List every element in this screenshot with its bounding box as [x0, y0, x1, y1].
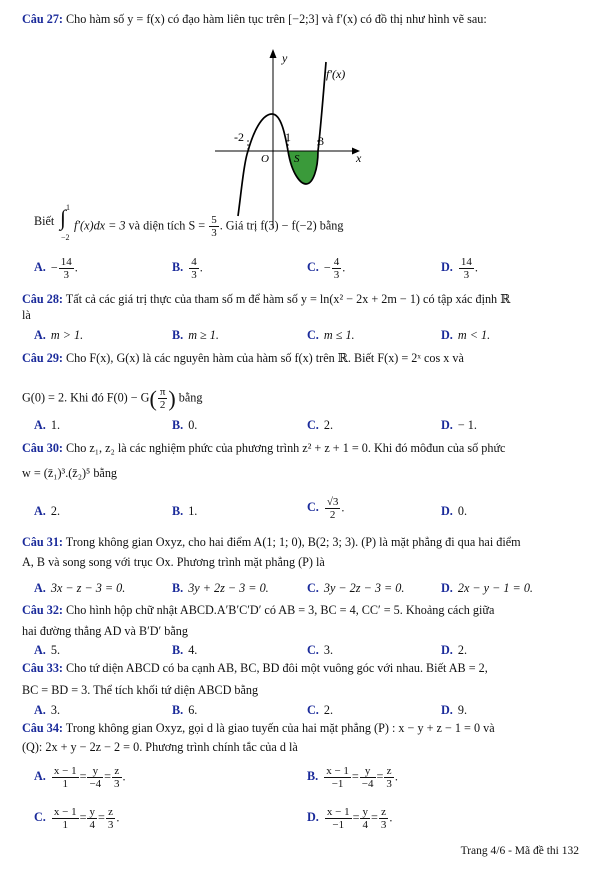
q29-option-b[interactable]: B. 0.: [172, 418, 198, 432]
q32-stem-line1: Cho hình hộp chữ nhật ABCD.A′B′C′D′ có AB = 3, BC = 4, CC′ = 5. Khoảng cách giữa: [66, 603, 495, 617]
q27-number: Câu 27:: [22, 12, 63, 26]
q30-number: Câu 30:: [22, 441, 63, 455]
q31-option-a[interactable]: A. 3x − z − 3 = 0.: [34, 581, 126, 595]
x-axis-label: x: [356, 151, 362, 165]
q27-a-frac: $\frac{14}{3}$: [60, 256, 72, 281]
s-den: 3: [211, 227, 217, 239]
tick-label-1: 1: [285, 130, 291, 144]
q28-stem-line2: là: [22, 308, 31, 322]
q28-option-d[interactable]: D. m < 1.: [441, 328, 491, 342]
origin-label: O: [261, 153, 269, 165]
q31-option-b[interactable]: B. 3y + 2z − 3 = 0.: [172, 581, 269, 595]
q33-stem: [22, 661, 488, 676]
q27-given-rest: [74, 214, 343, 239]
q33-option-a[interactable]: A. 3.: [34, 703, 60, 717]
q29-stem: [22, 351, 464, 366]
q31-stem: [22, 535, 521, 550]
q34-option-c[interactable]: C. $\frac{x - 1}{1}$ = $\frac{y}{4}$ = $\frac{z}{3}$ .: [34, 806, 120, 831]
q27-d-frac: $\frac{14}{3}$: [460, 256, 472, 281]
q31-stem-line2: A, B và song song với trục Ox. Phương trình mặt phẳng (P) là: [22, 555, 325, 569]
q31-option-d[interactable]: D. 2x − y − 1 = 0.: [441, 581, 533, 595]
q28-option-c[interactable]: C. m ≤ 1.: [307, 328, 355, 342]
q30-stem-line2: w = (z̄₁)³.(z̄₂)⁵ bằng: [22, 466, 118, 480]
q29-line2-a: G(0) = 2. Khi đó F(0) − G: [22, 390, 150, 405]
q31-stem-line1: Trong không gian Oxyz, cho hai điểm A(1; 1; 0), B(2; 3; 3). (P) là mặt phẳng đi qua hai điểm: [65, 535, 521, 549]
q32-number: Câu 32:: [22, 603, 63, 617]
q29-line2-b: bằng: [178, 390, 203, 405]
q30-option-d[interactable]: D. 0.: [441, 504, 467, 518]
q33-stem-line1: Cho tứ diện ABCD có ba cạnh AB, BC, BD đôi một vuông góc với nhau. Biết AB = 2,: [66, 661, 488, 675]
sqrt3-over-2: $\frac{√3}{2}$: [326, 496, 339, 521]
integral-body: f′(x)dx = 3: [74, 218, 126, 233]
page-footer: Trang 4/6 - Mã đề thi 132: [460, 845, 579, 857]
q33-stem-line2: BC = BD = 3. Thể tích khối tứ diện ABCD bằng: [22, 683, 259, 697]
q28-stem-line1: Tất cả các giá trị thực của tham số m để hàm số y = ln(x² − 2x + 2m − 1) có tập xác định ℝ: [65, 292, 511, 306]
q27-option-d[interactable]: D. $\frac{14}{3}$ .: [441, 256, 478, 281]
q28-number: Câu 28:: [22, 292, 63, 306]
q34-option-b[interactable]: B. $\frac{x - 1}{-1}$ = $\frac{y}{-4}$ = $\frac{z}{3}$ .: [307, 765, 398, 790]
tick-label-minus2: -2: [234, 130, 244, 144]
q31-option-c[interactable]: C. 3y − 2z − 3 = 0.: [307, 581, 405, 595]
q34-stem: [22, 721, 495, 736]
q27-given: [34, 214, 54, 229]
q33-option-c[interactable]: C. 2.: [307, 703, 333, 717]
q32-option-d[interactable]: D. 2.: [441, 643, 467, 657]
s-num: 5: [211, 214, 217, 226]
curve-label: f′(x): [326, 67, 346, 81]
q30-stem: [22, 441, 505, 456]
q27-stem: [22, 12, 487, 27]
q34-option-a[interactable]: A. $\frac{x - 1}{1}$ = $\frac{y}{-4}$ = $\frac{z}{3}$ .: [34, 765, 126, 790]
q29-option-d[interactable]: D. − 1.: [441, 418, 477, 432]
q27-c-sign: −: [323, 260, 331, 275]
q29-option-c[interactable]: C. 2.: [307, 418, 333, 432]
q30-option-a[interactable]: A. 2.: [34, 504, 60, 518]
s-fraction: [209, 214, 219, 239]
q27-stem-text: Cho hàm số y = f(x) có đạo hàm liên tục trên [−2;3] và f′(x) có đồ thị như hình vẽ sau:: [66, 12, 487, 26]
q29-stem-line1: Cho F(x), G(x) là các nguyên hàm của hàm số f(x) trên ℝ. Biết F(x) = 2ˣ cos x và: [66, 351, 464, 365]
q27-option-b[interactable]: B. $\frac{4}{3}$ .: [172, 256, 203, 281]
q27-a-sign: −: [50, 260, 58, 275]
q27-option-c[interactable]: C. − $\frac{4}{3}$ .: [307, 256, 346, 281]
q29-stem-line2: G(0) = 2. Khi đó F(0) − G( $\frac{\pi}{2}$ ) bằng: [22, 386, 203, 411]
q33-option-d[interactable]: D. 9.: [441, 703, 467, 717]
area-label: S: [294, 153, 300, 165]
q30-option-c[interactable]: C. $\frac{√3}{2}$ .: [307, 496, 345, 521]
q34-number: Câu 34:: [22, 721, 63, 735]
fprime-curve: [238, 62, 326, 216]
integral-sign: ∫: [60, 205, 67, 230]
q29-option-a[interactable]: A. 1.: [34, 418, 60, 432]
q33-number: Câu 33:: [22, 661, 63, 675]
q29-number: Câu 29:: [22, 351, 63, 365]
q28-stem: [22, 292, 510, 307]
q27-option-a[interactable]: A. − $\frac{14}{3}$ .: [34, 256, 78, 281]
q27-given-mid: và diện tích S =: [128, 218, 206, 233]
integral-lower: −2: [61, 233, 70, 242]
q32-option-b[interactable]: B. 4.: [172, 643, 198, 657]
q28-option-b[interactable]: B. m ≥ 1.: [172, 328, 219, 342]
q32-option-a[interactable]: A. 5.: [34, 643, 60, 657]
q27-given-prefix: Biết: [34, 214, 55, 228]
q27-c-frac: $\frac{4}{3}$: [333, 256, 340, 281]
y-axis-label: y: [282, 51, 288, 65]
q28-option-a[interactable]: A. m > 1.: [34, 328, 84, 342]
q30-option-b[interactable]: B. 1.: [172, 504, 198, 518]
q34-stem-line1: Trong không gian Oxyz, gọi d là giao tuyến của hai mặt phẳng (P) : x − y + z − 1 = 0 và: [65, 721, 495, 735]
pi-over-2: $\frac{\pi}{2}$: [159, 386, 166, 411]
q27-b-frac: $\frac{4}{3}$: [191, 256, 197, 281]
q30-stem-line1: Cho z₁, z₂ là các nghiệm phức của phương trình z² + z + 1 = 0. Khi đó môđun của số phức: [66, 441, 506, 455]
q32-stem-line2: hai đường thẳng AD và B′D′ bằng: [22, 624, 188, 638]
y-axis-arrow: [270, 49, 277, 58]
q32-stem: [22, 603, 494, 618]
q34-option-d[interactable]: D. $\frac{x - 1}{-1}$ = $\frac{y}{4}$ = $\frac{z}{3}$ .: [307, 806, 393, 831]
q34-stem-line2: (Q): 2x + y − 2z − 2 = 0. Phương trình chính tắc của d là: [22, 740, 298, 754]
q27-given-suffix: . Giá trị f(3) − f(−2) bằng: [219, 218, 344, 233]
q32-option-c[interactable]: C. 3.: [307, 643, 333, 657]
integral-upper: 1: [66, 203, 70, 212]
q33-option-b[interactable]: B. 6.: [172, 703, 198, 717]
tick-label-3: 3: [318, 134, 324, 148]
q31-number: Câu 31:: [22, 535, 63, 549]
